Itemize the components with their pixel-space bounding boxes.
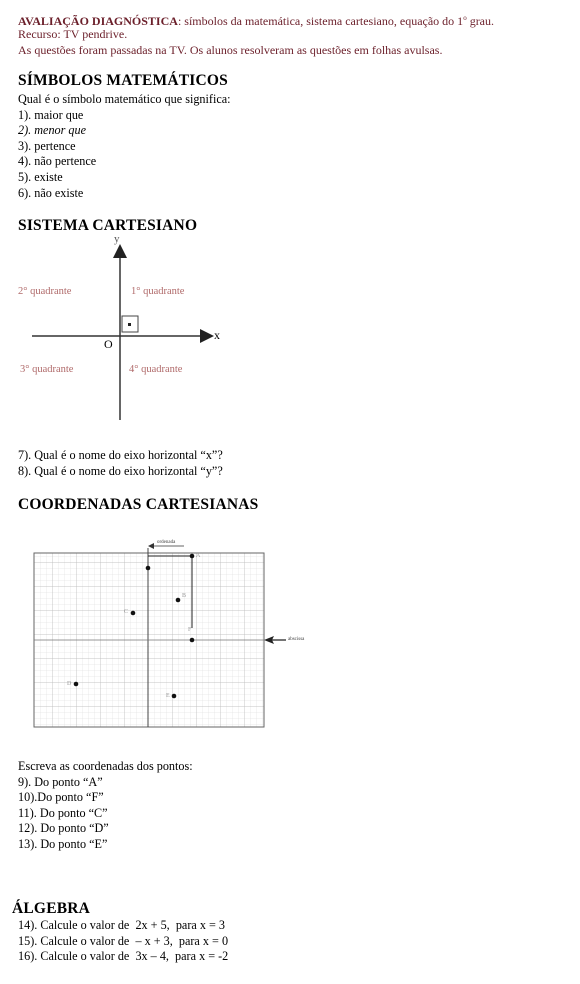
algebra-expression: 3x – 4,	[135, 949, 169, 964]
coordenadas-list	[18, 759, 193, 853]
algebra-condition: para x = -2	[175, 949, 229, 964]
header-title-sup: o	[463, 14, 467, 22]
point-f	[190, 638, 195, 643]
list-item	[18, 949, 228, 965]
algebra-label: 14). Calcule o valor de	[18, 918, 130, 932]
x-axis-arrow	[200, 329, 214, 343]
list-item: 7). Qual é o nome do eixo horizontal “x”?	[18, 448, 223, 462]
point-b-label: B	[182, 593, 187, 599]
simbolos-prompt: Qual é o símbolo matemático que significa:	[18, 92, 231, 106]
point-a	[190, 554, 195, 559]
list-item: 10).Do ponto “F”	[18, 790, 104, 805]
header-note: As questões foram passadas na TV. Os alunos resolveram as questões em folhas avulsas.	[18, 43, 443, 57]
algebra-expression: 2x + 5,	[135, 918, 170, 932]
point-e-label: E	[166, 693, 170, 699]
cartesiano-questions	[18, 448, 223, 479]
ordinate-label: ordenada	[157, 540, 176, 545]
quadrant-1-label: 1° quadrante	[131, 286, 185, 297]
quadrant-4-label: 4° quadrante	[129, 364, 183, 375]
point-f-label: F	[188, 627, 192, 633]
point-a-label: A	[196, 553, 201, 559]
point-d-label: D	[67, 681, 72, 687]
heading-simbolos: SÍMBOLOS MATEMÁTICOS	[18, 72, 228, 89]
coordenadas-prompt: Escreva as coordenadas dos pontos:	[18, 759, 193, 773]
point-e	[172, 694, 177, 699]
algebra-label: 15). Calcule o valor de	[18, 933, 130, 948]
origin-dot	[128, 323, 131, 326]
list-item: 6). não existe	[18, 185, 84, 200]
point-ordinate	[146, 566, 151, 571]
x-axis-label: x	[214, 328, 220, 342]
algebra-list	[18, 918, 228, 965]
list-item	[18, 918, 228, 934]
list-item: 2). menor que	[18, 123, 87, 138]
heading-algebra: ÁLGEBRA	[12, 900, 91, 917]
list-item: 5). existe	[18, 169, 63, 184]
list-item: 3). pertence	[18, 138, 76, 153]
heading-cartesiano: SISTEMA CARTESIANO	[18, 217, 198, 234]
simbolos-list	[18, 92, 231, 201]
algebra-condition: para x = 3	[175, 918, 226, 932]
quadrant-3-label: 3° quadrante	[20, 364, 74, 375]
coordinate-grid	[28, 538, 328, 738]
algebra-condition: para x = 0	[178, 933, 229, 948]
header-resource: Recurso: TV pendrive.	[18, 27, 128, 41]
header-title-bold: AVALIAÇÃO DIAGNÓSTICA	[18, 14, 178, 28]
abscissa-label: abscissa	[288, 637, 305, 642]
list-item: 8). Qual é o nome do eixo horizontal “y”?	[18, 463, 223, 478]
point-c-label: C	[124, 609, 129, 615]
point-c	[131, 611, 136, 616]
header-title-end: grau.	[466, 14, 495, 28]
list-item: 12). Do ponto “D”	[18, 821, 109, 836]
point-d	[74, 682, 79, 687]
cartesian-diagram	[18, 230, 238, 420]
list-item: 1). maior que	[18, 107, 84, 122]
point-b	[176, 598, 181, 603]
list-item: 9). Do ponto “A”	[18, 774, 103, 789]
header-title-rest: : símbolos da matemática, sistema cartesiano, equação do 1	[177, 14, 464, 28]
ordinate-pointer-arrow	[148, 543, 154, 549]
list-item: 4). não pertence	[18, 154, 97, 169]
algebra-expression: – x + 3,	[135, 933, 173, 948]
origin-label: O	[104, 337, 113, 351]
y-axis-arrow	[113, 244, 127, 258]
list-item: 13). Do ponto “E”	[18, 836, 108, 851]
algebra-label: 16). Calcule o valor de	[18, 949, 130, 964]
y-axis-label: y	[114, 233, 120, 245]
heading-coordenadas: COORDENADAS CARTESIANAS	[18, 496, 259, 513]
list-item: 11). Do ponto “C”	[18, 805, 108, 820]
list-item	[18, 934, 228, 950]
quadrant-2-label: 2° quadrante	[18, 286, 72, 297]
